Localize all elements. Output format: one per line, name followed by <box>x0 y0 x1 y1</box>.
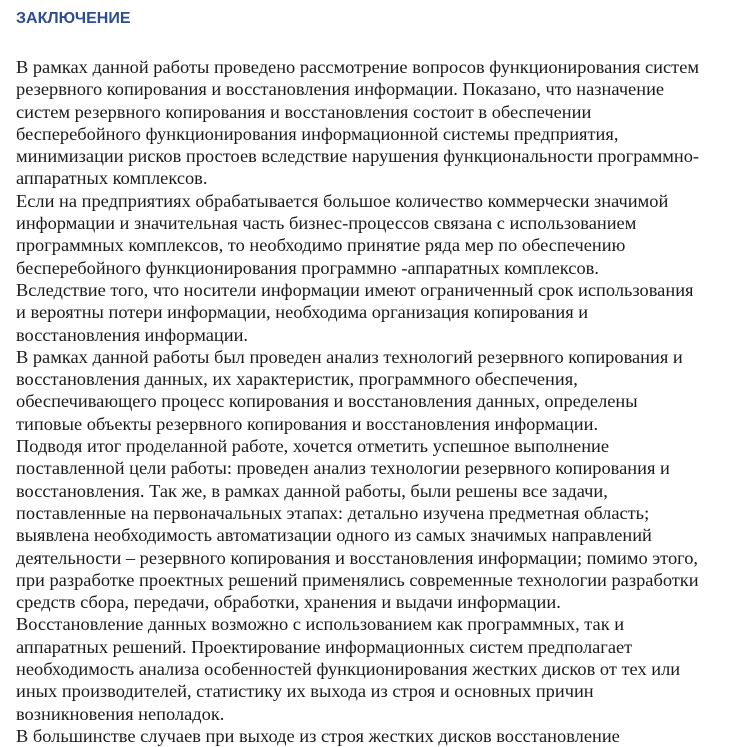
text-line: программных комплексов, то необходимо принятие ряда мер по обеспечению <box>16 235 626 256</box>
text-line: восстановления. Так же, в рамках данной работы, были решены все задачи, <box>16 480 608 501</box>
text-line: В рамках данной работы проведено рассмотрение вопросов функционирования систем <box>16 57 700 77</box>
text-line: восстановления данных, их характеристик, программного обеспечения, <box>16 369 578 390</box>
text-line: систем резервного копирования и восстановления состоит в обеспечении <box>16 101 592 122</box>
text-line: и вероятны потери информации, необходима организация копирования и <box>16 302 589 323</box>
text-line: Восстановление данных возможно с использованием как программных, так и <box>16 614 625 635</box>
text-line: средств сбора, передачи, обработки, хранения и выдачи информации. <box>16 592 561 613</box>
text-line: возникновения неполадок. <box>16 703 225 724</box>
text-line: при разработке проектных решений применялись современные технологии разработки <box>16 569 699 590</box>
text-line: необходимость анализа особенностей функционирования жестких дисков от тех или <box>16 659 681 680</box>
text-line: бесперебойного функционирования информационной системы предприятия, <box>16 123 619 144</box>
text-line: резервного копирования и восстановления информации. Показано, что назначение <box>16 79 665 100</box>
text-line: информации и значительная часть бизнес-процессов связана с использованием <box>16 213 637 234</box>
text-line: Подводя итог проделанной работе, хочется отметить успешное выполнение <box>16 436 610 457</box>
text-line: Если на предприятиях обрабатывается большое количество коммерчески значимой <box>16 190 669 211</box>
text-line: типовые объекты резервного копирования и восстановления информации. <box>16 413 599 434</box>
text-line: деятельности – резервного копирования и восстановления информации; помимо этого, <box>16 547 699 568</box>
text-line: В большинстве случаев при выходе из строя жестких дисков восстановление <box>16 725 620 746</box>
section-heading: ЗАКЛЮЧЕНИЕ <box>16 10 131 27</box>
text-line: иных производителей, статистику их выхода из строя и основных причин <box>16 681 594 702</box>
text-line: бесперебойного функционирования программно -аппаратных комплексов. <box>16 257 599 278</box>
text-line: Вследствие того, что носители информации имеют ограниченный срок использования <box>16 279 694 300</box>
text-line: поставленной цели работы: проведен анализ технологии резервного копирования и <box>16 458 670 479</box>
text-line: минимизации рисков простоев вследствие нарушения функциональности программно- <box>16 146 700 167</box>
text-line: аппаратных решений. Проектирование информационных систем предполагает <box>16 636 633 657</box>
text-line: аппаратных комплексов. <box>16 168 208 189</box>
conclusion-body <box>16 56 730 747</box>
text-line: обеспечивающего процесс копирования и восстановления данных, определены <box>16 391 638 412</box>
text-line: восстановления информации. <box>16 324 249 345</box>
text-line: поставленные на первоначальных этапах: детально изучена предметная область; <box>16 502 650 523</box>
text-line: В рамках данной работы был проведен анализ технологий резервного копирования и <box>16 346 683 367</box>
text-line: выявлена необходимость автоматизации одного из самых значимых направлений <box>16 525 652 546</box>
